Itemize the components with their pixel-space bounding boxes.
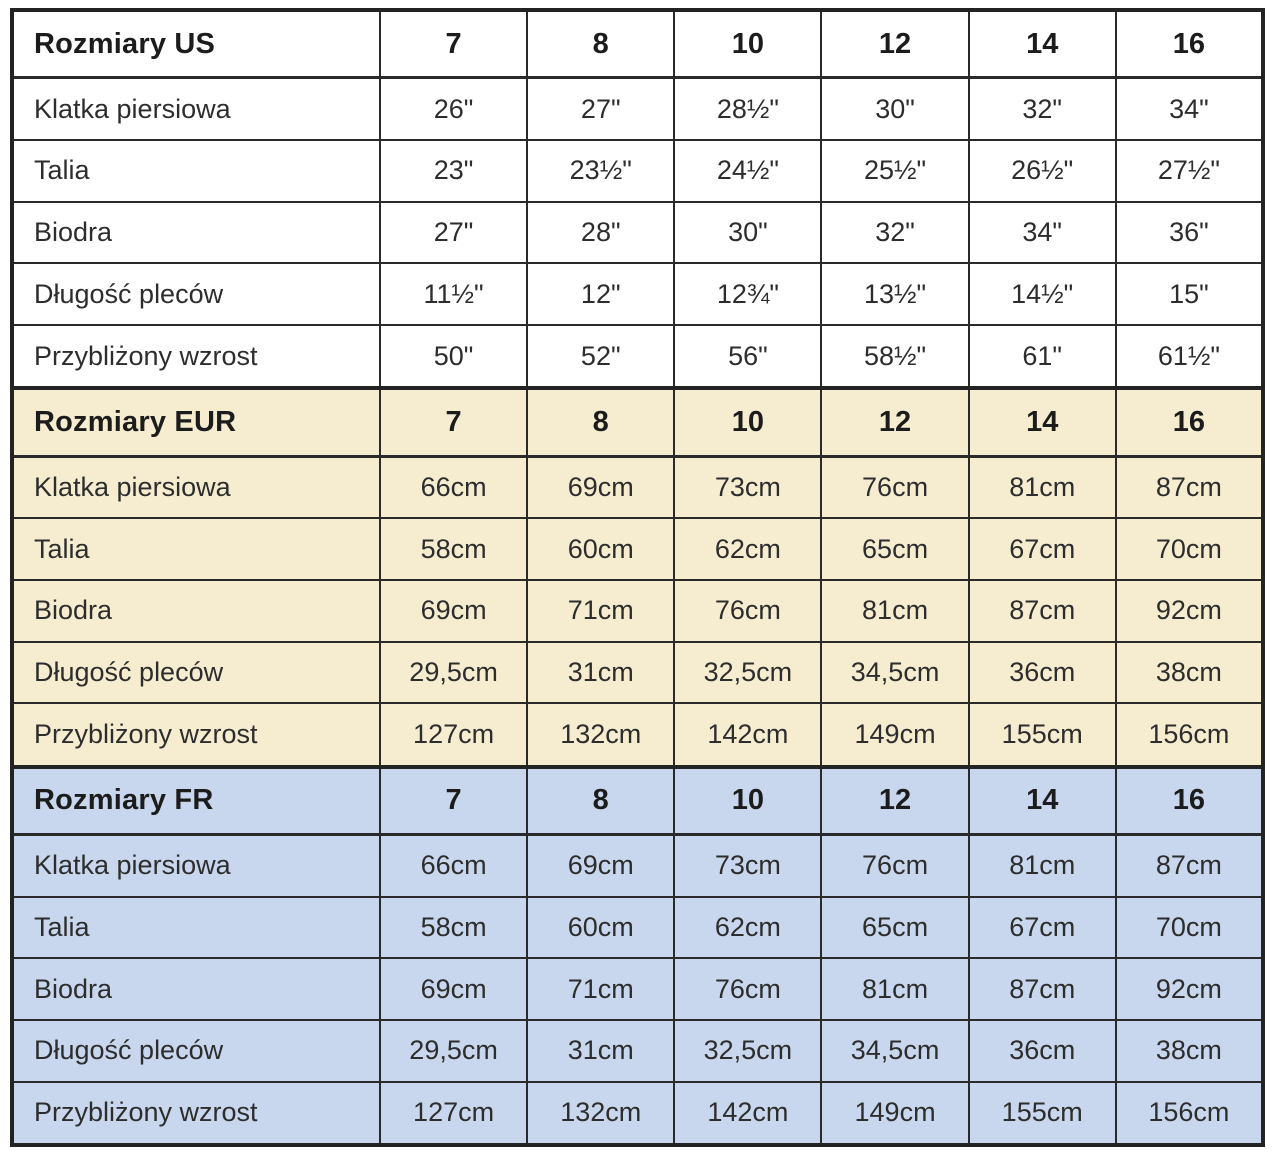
size-header: 16 <box>1116 388 1263 456</box>
measurement-value: 34,5cm <box>821 1020 968 1082</box>
measurement-label: Przybliżony wzrost <box>12 325 380 388</box>
measurement-value: 61" <box>969 325 1116 388</box>
measurement-value: 127cm <box>380 703 527 766</box>
measurement-label: Talia <box>12 518 380 580</box>
size-header: 7 <box>380 10 527 78</box>
measurement-value: 58cm <box>380 897 527 959</box>
size-table-body <box>12 10 1263 1145</box>
measurement-value: 28½" <box>674 78 821 140</box>
measurement-value: 52" <box>527 325 674 388</box>
measurement-label: Klatka piersiowa <box>12 456 380 518</box>
measurement-label: Długość pleców <box>12 642 380 704</box>
measurement-value: 62cm <box>674 897 821 959</box>
measurement-value: 36cm <box>969 1020 1116 1082</box>
table-row <box>12 456 1263 518</box>
measurement-value: 12¾" <box>674 263 821 325</box>
size-header: 7 <box>380 767 527 835</box>
measurement-label: Długość pleców <box>12 263 380 325</box>
measurement-value: 11½" <box>380 263 527 325</box>
measurement-value: 36" <box>1116 202 1263 264</box>
size-header: 14 <box>969 767 1116 835</box>
measurement-label: Przybliżony wzrost <box>12 1082 380 1146</box>
size-chart <box>10 8 1265 1147</box>
measurement-value: 32" <box>969 78 1116 140</box>
measurement-value: 87cm <box>1116 456 1263 518</box>
measurement-value: 156cm <box>1116 703 1263 766</box>
measurement-value: 71cm <box>527 580 674 642</box>
measurement-value: 14½" <box>969 263 1116 325</box>
measurement-value: 132cm <box>527 703 674 766</box>
measurement-value: 38cm <box>1116 642 1263 704</box>
size-header: 10 <box>674 10 821 78</box>
measurement-value: 65cm <box>821 897 968 959</box>
measurement-value: 31cm <box>527 642 674 704</box>
measurement-value: 29,5cm <box>380 1020 527 1082</box>
size-header: 16 <box>1116 10 1263 78</box>
measurement-value: 142cm <box>674 1082 821 1146</box>
measurement-value: 149cm <box>821 1082 968 1146</box>
size-header: 10 <box>674 767 821 835</box>
measurement-value: 36cm <box>969 642 1116 704</box>
measurement-value: 142cm <box>674 703 821 766</box>
measurement-value: 15" <box>1116 263 1263 325</box>
measurement-value: 30" <box>674 202 821 264</box>
measurement-value: 13½" <box>821 263 968 325</box>
measurement-value: 132cm <box>527 1082 674 1146</box>
measurement-label: Przybliżony wzrost <box>12 703 380 766</box>
measurement-value: 81cm <box>821 580 968 642</box>
table-row <box>12 1020 1263 1082</box>
table-row <box>12 642 1263 704</box>
measurement-value: 58cm <box>380 518 527 580</box>
measurement-value: 67cm <box>969 518 1116 580</box>
measurement-value: 32,5cm <box>674 1020 821 1082</box>
measurement-value: 81cm <box>969 834 1116 896</box>
measurement-value: 62cm <box>674 518 821 580</box>
measurement-value: 66cm <box>380 834 527 896</box>
table-row <box>12 518 1263 580</box>
size-header: 8 <box>527 10 674 78</box>
measurement-value: 69cm <box>380 958 527 1020</box>
measurement-value: 76cm <box>674 580 821 642</box>
measurement-value: 155cm <box>969 1082 1116 1146</box>
measurement-label: Biodra <box>12 202 380 264</box>
measurement-value: 30" <box>821 78 968 140</box>
measurement-value: 69cm <box>527 834 674 896</box>
size-header: 10 <box>674 388 821 456</box>
measurement-value: 81cm <box>969 456 1116 518</box>
measurement-value: 69cm <box>380 580 527 642</box>
measurement-value: 56" <box>674 325 821 388</box>
measurement-value: 34" <box>1116 78 1263 140</box>
measurement-value: 87cm <box>969 958 1116 1020</box>
size-header: 12 <box>821 767 968 835</box>
measurement-value: 61½" <box>1116 325 1263 388</box>
measurement-value: 34" <box>969 202 1116 264</box>
measurement-value: 67cm <box>969 897 1116 959</box>
table-row <box>12 78 1263 140</box>
measurement-value: 73cm <box>674 456 821 518</box>
table-row <box>12 263 1263 325</box>
section-title-eur: Rozmiary EUR <box>12 388 380 456</box>
measurement-value: 66cm <box>380 456 527 518</box>
measurement-value: 149cm <box>821 703 968 766</box>
size-header: 14 <box>969 10 1116 78</box>
section-title-fr: Rozmiary FR <box>12 767 380 835</box>
measurement-value: 38cm <box>1116 1020 1263 1082</box>
size-header: 14 <box>969 388 1116 456</box>
measurement-value: 50" <box>380 325 527 388</box>
size-header: 12 <box>821 388 968 456</box>
table-row <box>12 140 1263 202</box>
size-header: 16 <box>1116 767 1263 835</box>
table-row <box>12 580 1263 642</box>
measurement-label: Klatka piersiowa <box>12 78 380 140</box>
measurement-value: 127cm <box>380 1082 527 1146</box>
measurement-value: 81cm <box>821 958 968 1020</box>
measurement-value: 71cm <box>527 958 674 1020</box>
table-row <box>12 958 1263 1020</box>
measurement-value: 60cm <box>527 897 674 959</box>
measurement-value: 24½" <box>674 140 821 202</box>
table-row <box>12 834 1263 896</box>
table-row <box>12 703 1263 766</box>
measurement-value: 92cm <box>1116 580 1263 642</box>
table-row <box>12 897 1263 959</box>
measurement-value: 76cm <box>821 834 968 896</box>
measurement-value: 23" <box>380 140 527 202</box>
measurement-label: Talia <box>12 140 380 202</box>
measurement-label: Talia <box>12 897 380 959</box>
measurement-value: 58½" <box>821 325 968 388</box>
measurement-value: 69cm <box>527 456 674 518</box>
measurement-value: 60cm <box>527 518 674 580</box>
measurement-value: 76cm <box>821 456 968 518</box>
measurement-value: 29,5cm <box>380 642 527 704</box>
measurement-value: 70cm <box>1116 518 1263 580</box>
measurement-value: 73cm <box>674 834 821 896</box>
section-header-row-fr <box>12 767 1263 835</box>
measurement-value: 28" <box>527 202 674 264</box>
size-header: 7 <box>380 388 527 456</box>
measurement-value: 25½" <box>821 140 968 202</box>
size-header: 8 <box>527 388 674 456</box>
section-header-row-eur <box>12 388 1263 456</box>
measurement-value: 32" <box>821 202 968 264</box>
measurement-value: 27" <box>527 78 674 140</box>
section-title-us: Rozmiary US <box>12 10 380 78</box>
measurement-value: 65cm <box>821 518 968 580</box>
table-row <box>12 1082 1263 1146</box>
measurement-value: 23½" <box>527 140 674 202</box>
measurement-label: Klatka piersiowa <box>12 834 380 896</box>
measurement-label: Długość pleców <box>12 1020 380 1082</box>
measurement-value: 32,5cm <box>674 642 821 704</box>
size-chart-table <box>10 8 1265 1147</box>
table-row <box>12 202 1263 264</box>
measurement-value: 26½" <box>969 140 1116 202</box>
measurement-value: 27½" <box>1116 140 1263 202</box>
measurement-value: 70cm <box>1116 897 1263 959</box>
measurement-value: 76cm <box>674 958 821 1020</box>
size-header: 12 <box>821 10 968 78</box>
measurement-value: 26" <box>380 78 527 140</box>
section-header-row-us <box>12 10 1263 78</box>
measurement-value: 155cm <box>969 703 1116 766</box>
measurement-value: 87cm <box>969 580 1116 642</box>
measurement-value: 12" <box>527 263 674 325</box>
measurement-value: 34,5cm <box>821 642 968 704</box>
measurement-label: Biodra <box>12 958 380 1020</box>
measurement-label: Biodra <box>12 580 380 642</box>
size-header: 8 <box>527 767 674 835</box>
measurement-value: 31cm <box>527 1020 674 1082</box>
measurement-value: 156cm <box>1116 1082 1263 1146</box>
table-row <box>12 325 1263 388</box>
measurement-value: 92cm <box>1116 958 1263 1020</box>
measurement-value: 87cm <box>1116 834 1263 896</box>
measurement-value: 27" <box>380 202 527 264</box>
